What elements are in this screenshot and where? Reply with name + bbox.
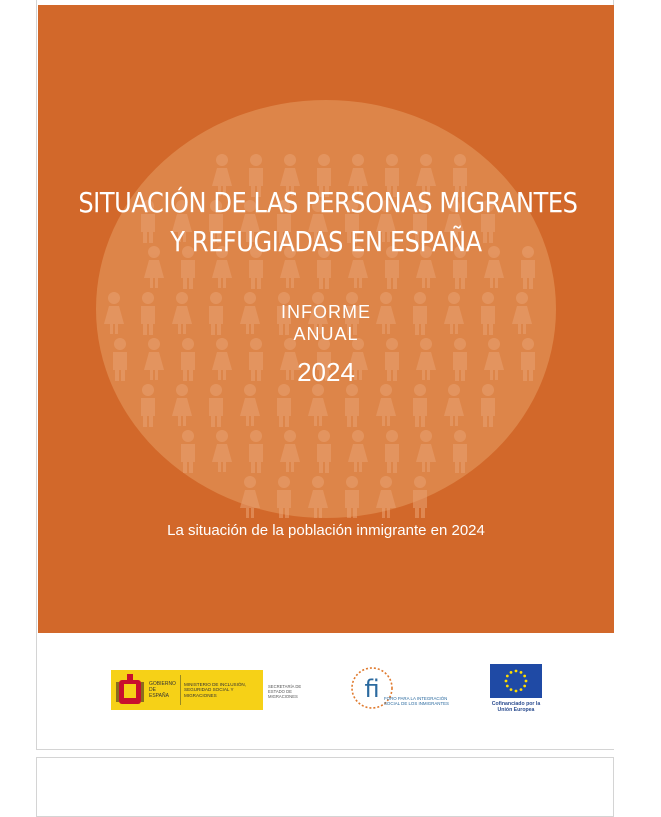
person-silhouette-icon bbox=[413, 384, 427, 427]
eu-star-icon bbox=[523, 685, 526, 688]
logo-divider bbox=[180, 675, 181, 705]
eu-star-icon bbox=[525, 680, 528, 683]
government-label: GOBIERNO DE ESPAÑA bbox=[149, 681, 176, 699]
eu-logo bbox=[490, 664, 542, 713]
person-silhouette-icon bbox=[141, 384, 155, 427]
eu-star-icon bbox=[520, 671, 523, 674]
eu-star-icon bbox=[506, 675, 509, 678]
eu-star-icon bbox=[515, 690, 518, 693]
person-silhouette-icon bbox=[277, 384, 291, 427]
svg-text:fi: fi bbox=[364, 675, 380, 703]
forum-logo bbox=[350, 666, 450, 716]
logo-strip bbox=[38, 633, 614, 749]
government-logo bbox=[111, 670, 263, 710]
forum-label: FORO PARA LA INTEGRACIÓN SOCIAL DE LOS INMIGRANTES bbox=[384, 696, 449, 706]
person-silhouette-icon bbox=[212, 430, 232, 472]
secretariat-label: SECRETARÍA DE ESTADO DE MIGRACIONES bbox=[268, 684, 302, 699]
person-silhouette-icon bbox=[376, 384, 396, 426]
title-line-2: Y REFUGIADAS EN ESPAÑA bbox=[170, 225, 482, 258]
person-silhouette-icon bbox=[172, 384, 192, 426]
eu-flag-icon bbox=[490, 664, 542, 698]
eu-star-icon bbox=[510, 671, 513, 674]
report-subtitle: La situación de la población inmigrante en 2024 bbox=[167, 522, 485, 539]
person-silhouette-icon bbox=[376, 476, 396, 518]
eu-star-icon bbox=[523, 675, 526, 678]
report-type-line-2: ANUAL bbox=[293, 324, 359, 344]
next-document-page bbox=[36, 757, 614, 817]
report-type-line-1: INFORME bbox=[281, 302, 371, 322]
report-type bbox=[38, 301, 614, 345]
eu-star-icon bbox=[520, 688, 523, 691]
person-silhouette-icon bbox=[317, 430, 331, 473]
cover-panel bbox=[38, 5, 614, 633]
ministry-label: MINISTERIO DE INCLUSIÓN, SEGURIDAD SOCIAL Y MIGRACIONES bbox=[184, 681, 247, 698]
person-silhouette-icon bbox=[308, 476, 328, 518]
report-title bbox=[78, 183, 578, 261]
person-silhouette-icon bbox=[249, 430, 263, 473]
person-silhouette-icon bbox=[240, 476, 260, 518]
person-silhouette-icon bbox=[348, 430, 368, 472]
person-silhouette-icon bbox=[345, 476, 359, 518]
eu-star-icon bbox=[510, 688, 513, 691]
report-year: 2024 bbox=[297, 357, 355, 387]
person-silhouette-icon bbox=[385, 430, 399, 473]
eu-star-icon bbox=[506, 685, 509, 688]
person-silhouette-icon bbox=[280, 430, 300, 472]
person-silhouette-icon bbox=[453, 430, 467, 473]
eu-star-icon bbox=[505, 680, 508, 683]
eu-label: Cofinanciado por la Unión Europea bbox=[491, 701, 541, 713]
person-silhouette-icon bbox=[444, 384, 464, 426]
person-silhouette-icon bbox=[240, 384, 260, 426]
person-silhouette-icon bbox=[416, 430, 436, 472]
title-line-1: SITUACIÓN DE LAS PERSONAS MIGRANTES bbox=[78, 186, 578, 219]
person-silhouette-icon bbox=[209, 384, 223, 427]
person-silhouette-icon bbox=[345, 384, 359, 427]
eu-star-icon bbox=[515, 670, 518, 673]
person-silhouette-icon bbox=[413, 476, 427, 518]
person-silhouette-icon bbox=[481, 384, 495, 427]
spain-crest-icon bbox=[115, 672, 145, 708]
person-silhouette-icon bbox=[308, 384, 328, 426]
person-silhouette-icon bbox=[277, 476, 291, 518]
person-silhouette-icon bbox=[181, 430, 195, 473]
document-page bbox=[36, 0, 614, 750]
